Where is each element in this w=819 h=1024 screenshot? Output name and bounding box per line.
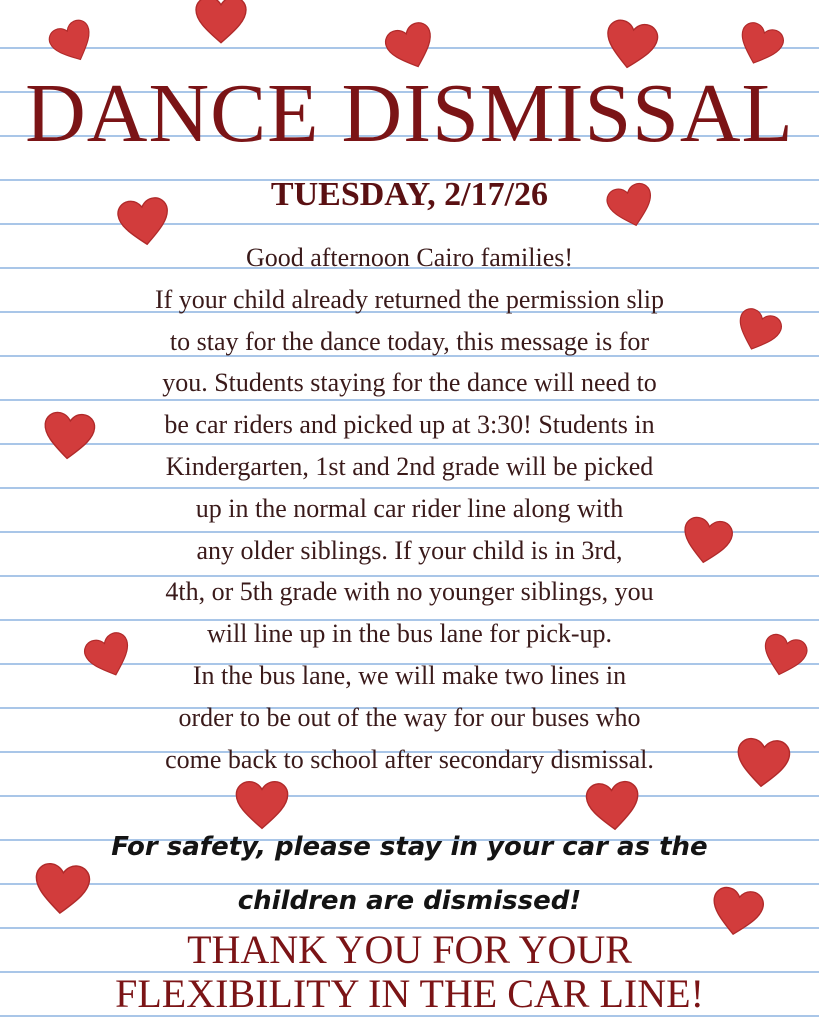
- message-line: will line up in the bus lane for pick-up.: [206, 619, 613, 649]
- heart-icon: [39, 403, 98, 469]
- message-line: Kindergarten, 1st and 2nd grade will be picked: [165, 451, 654, 481]
- heart-icon: [113, 190, 175, 255]
- heart-icon: [234, 779, 290, 831]
- thank-you-banner: [0, 928, 819, 1016]
- safety-notice: [0, 820, 819, 928]
- heart-icon: [676, 506, 738, 576]
- heart-icon: [192, 0, 250, 45]
- message-line: Good afternoon Cairo families!: [245, 243, 574, 272]
- message-line: come back to school after secondary dismissal.: [165, 744, 654, 774]
- message-line: order to be out of the way for our buses who: [178, 702, 641, 732]
- event-date: TUESDAY, 2/17/26: [270, 176, 549, 213]
- message-line: be car riders and picked up at 3:30! Students in: [164, 410, 655, 440]
- message-line: 4th, or 5th grade with no younger siblings, you: [165, 577, 654, 607]
- safety-line: For safety, please stay in your car as the: [111, 832, 708, 862]
- message-line: you. Students staying for the dance will need to: [162, 368, 657, 398]
- thank-you-line: FLEXIBILITY IN THE CAR LINE!: [115, 971, 704, 1016]
- safety-line: children are dismissed!: [237, 886, 582, 916]
- heart-icon: [583, 777, 643, 836]
- flyer-title: DANCE DISMISSAL: [25, 67, 794, 160]
- heart-icon: [705, 878, 769, 946]
- heart-icon: [31, 860, 93, 919]
- message-line: any older siblings. If your child is in 3rd,: [196, 535, 623, 565]
- thank-you-line: THANK YOU FOR YOUR: [187, 927, 632, 972]
- heart-icon: [599, 16, 663, 75]
- message-line: If your child already returned the permission slip: [154, 284, 665, 314]
- heart-icon: [733, 735, 793, 792]
- message-line: to stay for the dance today, this message is for: [169, 326, 650, 356]
- message-line: In the bus lane, we will make two lines in: [192, 660, 627, 690]
- message-line: up in the normal car rider line along with: [195, 493, 624, 523]
